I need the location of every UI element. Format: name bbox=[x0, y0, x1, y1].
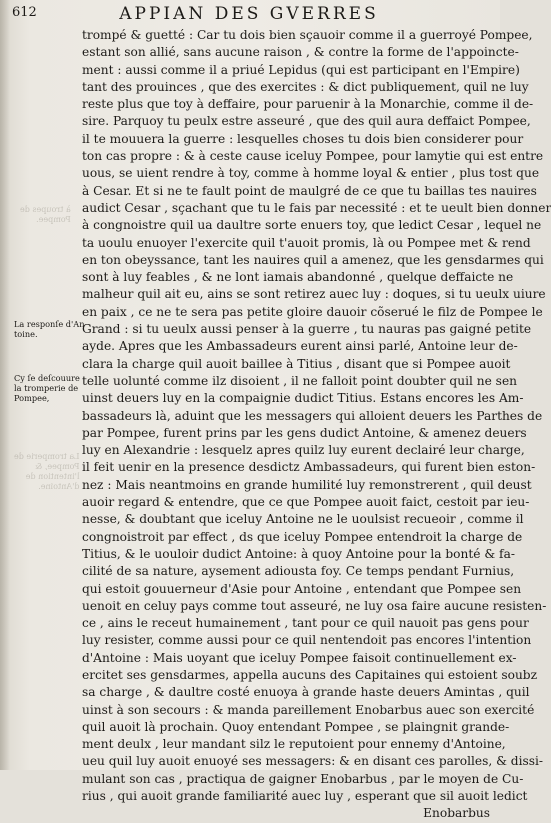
body-line: cilité de sa nature, aysement adiousta foy. Ce temps pendant Furnius, bbox=[82, 564, 515, 579]
bleed-line: Pompee, & bbox=[35, 462, 80, 471]
page-header bbox=[12, 4, 486, 26]
bleed-through-note bbox=[14, 452, 79, 492]
bleed-line: La tromperie de bbox=[14, 452, 80, 461]
body-line: ayde. Apres que les Ambassadeurs eurent ainsi parlé, Antoine leur de- bbox=[82, 339, 518, 354]
body-line: ment deulx , leur mandant silz le reputoient pour ennemy d'Antoine, bbox=[82, 737, 506, 752]
body-line: ercitet ses gensdarmes, appella aucuns des Capitaines qui estoient soubz bbox=[82, 667, 538, 682]
body-line: Grand : si tu ueulx aussi penser à la guerre , tu nauras pas gaigné petite bbox=[82, 322, 532, 337]
margin-note-line: la tromperie de bbox=[14, 383, 79, 393]
body-line: malheur quil ait eu, ains se sont retirez auec luy : doques, si tu ueulx uiure bbox=[82, 287, 546, 302]
page-number: 612 bbox=[12, 5, 37, 20]
body-line: Titius, & le uouloir dudict Antoine: à quoy Antoine pour la bonté & fa- bbox=[82, 546, 515, 561]
body-line: ment : aussi comme il a priué Lepidus (qui est participant en l'Empire) bbox=[82, 62, 520, 77]
body-line: en ton obeyssance, tant les nauires quil a amenez, que les gensdarmes qui bbox=[82, 252, 544, 267]
body-line: congnoistroit par effect , ds que iceluy Pompee entendroit la charge de bbox=[82, 529, 523, 544]
body-line: il te mouuera la guerre : lesquelles choses tu dois bien considerer pour bbox=[82, 131, 524, 146]
body-line: ton cas propre : & à ceste cause iceluy Pompee, pour lamytie qui est entre bbox=[82, 149, 544, 164]
body-line: reste plus que toy à deffaire, pour paruenir à la Monarchie, comme il de- bbox=[82, 97, 534, 112]
body-line: estant son allié, sans aucune raison , & contre la forme de l'appoincte- bbox=[82, 45, 519, 60]
body-line: Enobarbus bbox=[423, 806, 490, 821]
body-line: nez : Mais neantmoins en grande humilité luy remonstrerent , quil deust bbox=[82, 477, 532, 492]
gutter-shadow bbox=[0, 0, 10, 770]
body-line: luy resister, comme aussi pour ce quil nentendoit pas encores l'intention bbox=[82, 633, 532, 648]
body-line: quil auoit là prochain. Quoy entendant Pompee , se plaingnit grande- bbox=[82, 719, 510, 734]
body-line: ta uoulu enuoyer l'exercite quil t'auoit promis, là ou Pompee met & rend bbox=[82, 235, 531, 250]
body-line: trompé & guetté : Car tu dois bien sçauoir comme il a guerroyé Pompee, bbox=[82, 28, 533, 42]
body-line: sa charge , & daultre costé enuoya à grande haste deuers Amintas , quil bbox=[82, 685, 530, 700]
margin-note-line: Pompee, bbox=[14, 393, 50, 403]
body-line: à Cesar. Et si ne te fault point de maulgré de ce que tu baillas tes nauires bbox=[82, 183, 537, 198]
bleed-line: l'intention de bbox=[25, 472, 80, 481]
body-line: d'Antoine : Mais uoyant que iceluy Pompee faisoit continuellement ex- bbox=[82, 650, 517, 665]
body-line: uous, se uient rendre à toy, comme à homme loyal & entier , plus tost que bbox=[82, 166, 540, 181]
bleed-through-note bbox=[20, 205, 71, 225]
body-line: auoir regard & entendre, que ce que Pompee auoit faict, cestoit par ieu- bbox=[82, 495, 530, 510]
body-line: rius , qui auoit grande familiarité auec luy , esperant que sil auoit ledict bbox=[82, 789, 528, 804]
body-line: bassadeurs là, aduint que les messagers qui alloient deuers les Parthes de bbox=[82, 408, 543, 423]
margin-note-deception bbox=[14, 373, 84, 403]
body-line: uinst deuers luy en la compaignie dudict Titius. Estans encores les Am- bbox=[82, 391, 524, 406]
body-line: ce , ains le receut humainement , tant pour ce quil nauoit pas gens pour bbox=[82, 616, 529, 631]
bleed-line: à troupes de bbox=[20, 205, 71, 214]
body-line: luy en Alexandrie : lesquelz apres quilz luy eurent declairé leur charge, bbox=[82, 443, 525, 458]
body-line: ueu quil luy auoit enuoyé ses messagers: & en disant ces parolles, & dissi- bbox=[82, 754, 544, 769]
body-line: telle uolunté comme ilz disoient , il ne falloit point doubter quil ne sen bbox=[82, 373, 518, 388]
body-line: à congnoistre quil ua daultre sorte enuers toy, que ledict Cesar , lequel ne bbox=[82, 218, 542, 233]
margin-note-line: La responſe d'An bbox=[14, 319, 85, 329]
running-title: APPIAN DES GVERRES bbox=[119, 4, 379, 24]
bleed-line: d'Antoine. bbox=[38, 482, 80, 491]
body-line: sont à luy feables , & ne lont iamais abandonné , quelque deffaicte ne bbox=[82, 270, 514, 285]
margin-note-response bbox=[14, 319, 84, 339]
body-line: il feit uenir en la presence desdictz Ambassadeurs, qui furent bien eston- bbox=[82, 460, 536, 475]
body-line: mulant son cas , practiqua de gaigner Enobarbus , par le moyen de Cu- bbox=[82, 771, 524, 786]
body-text bbox=[82, 27, 551, 823]
body-line: uinst à son secours : & manda pareillement Enobarbus auec son exercité bbox=[82, 702, 535, 717]
margin-note-line: Cy ſe deſcouure bbox=[14, 373, 80, 383]
body-line: par Pompee, furent prins par les gens dudict Antoine, & amenez deuers bbox=[82, 425, 527, 440]
body-line: nesse, & doubtant que iceluy Antoine ne le uoulsist recueoir , comme il bbox=[82, 512, 524, 527]
margin-note-line: toine. bbox=[14, 329, 38, 339]
body-line: sire. Parquoy tu peulx estre asseuré , que des quil aura deffaict Pompee, bbox=[82, 114, 531, 129]
body-line: qui estoit gouuerneur d'Asie pour Antoine , entendant que Pompee sen bbox=[82, 581, 522, 596]
body-line: tant des prouinces , que des exercites : & dict publiquement, quil ne luy bbox=[82, 79, 529, 94]
body-line: en paix , ce ne te sera pas petite gloire dauoir cõserué le filz de Pompee le bbox=[82, 304, 543, 319]
bleed-line: Pompee. bbox=[36, 215, 71, 224]
body-line: uenoit en celuy pays comme tout asseuré, ne luy osa faire aucune resisten- bbox=[82, 598, 547, 613]
body-line: clara la charge quil auoit baillee à Titius , disant que si Pompee auoit bbox=[82, 356, 511, 371]
body-line: audict Cesar , sçachant que tu le fais par necessité : et te ueult bien donner bbox=[82, 200, 551, 215]
